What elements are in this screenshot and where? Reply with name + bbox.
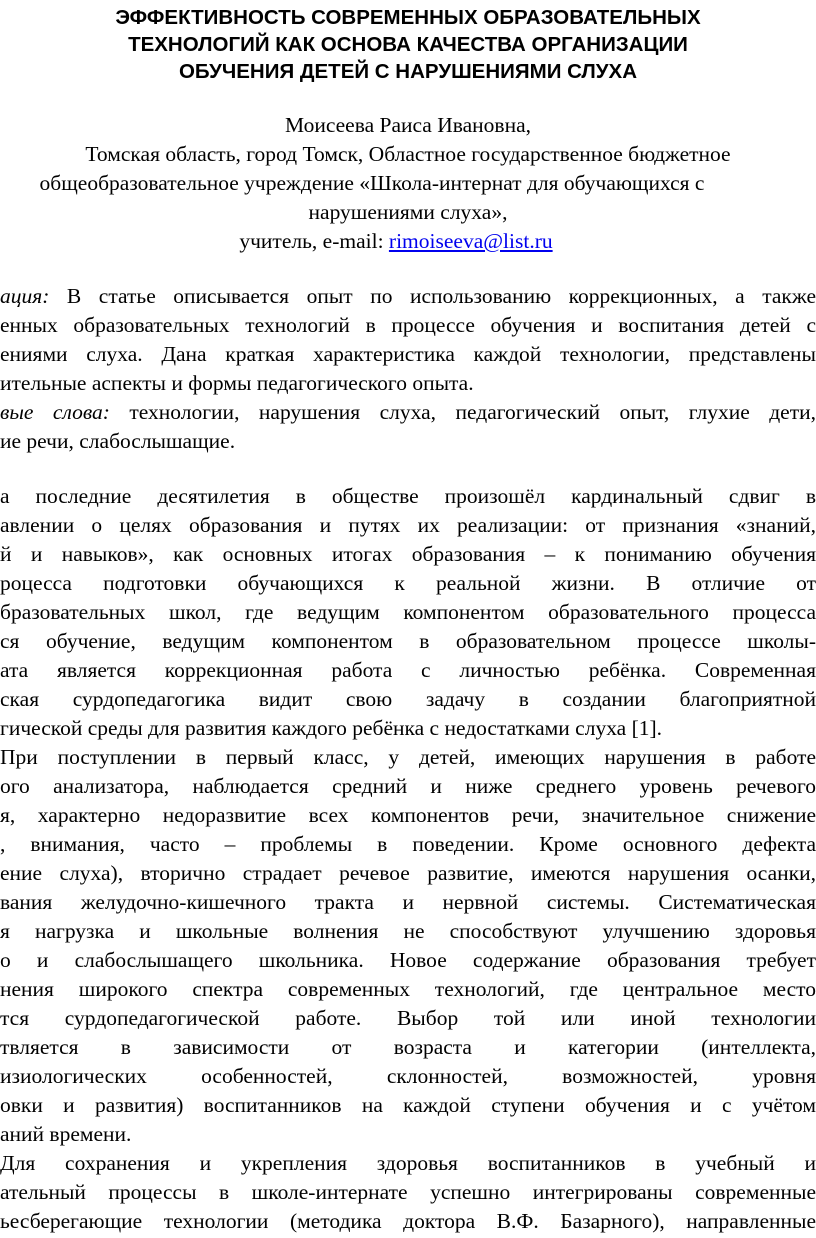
title-line: ТЕХНОЛОГИЙ КАК ОСНОВА КАЧЕСТВА ОРГАНИЗАЦИИ xyxy=(128,33,688,56)
title-line: ОБУЧЕНИЯ ДЕТЕЙ С НАРУШЕНИЯМИ СЛУХА xyxy=(178,60,638,83)
body-line: Для сохранения и укрепления здоровья воспитанников в учебный и xyxy=(0,1151,816,1175)
keywords-line: вые слова: технологии, нарушения слуха, педагогический опыт, глухие дети, xyxy=(0,400,816,424)
abstract-line: ация: В статье описывается опыт по использованию коррекционных, а также xyxy=(0,284,816,308)
body-line: бразовательных школ, где ведущим компонентом образовательного процесса xyxy=(0,600,816,624)
affiliation-line: общеобразовательное учреждение «Школа-интернат для обучающихся с xyxy=(39,171,705,195)
body-line: роцесса подготовки обучающихся к реальной жизни. В отличие от xyxy=(0,571,816,595)
body-line: ся обучение, ведущим компонентом в образовательном процессе школы- xyxy=(0,629,816,653)
article-title xyxy=(0,4,816,85)
body-line: При поступлении в первый класс, у детей, имеющих нарушения в работе xyxy=(0,745,816,769)
body-line: аний времени. xyxy=(0,1122,132,1146)
body-line: ение слуха), вторично страдает речевое развитие, имеются нарушения осанки, xyxy=(0,861,816,885)
body-line: ого анализатора, наблюдается средний и ниже среднего уровень речевого xyxy=(0,774,816,798)
affiliation-line: Томская область, город Томск, Областное государственное бюджетное xyxy=(85,142,731,166)
keywords-label: вые слова: xyxy=(0,400,110,424)
author-contact xyxy=(0,229,804,254)
body-line: гической среды для развития каждого ребёнка с недостатками слуха [1]. xyxy=(0,716,663,740)
body-line: я, характерно недоразвитие всех компонентов речи, значительное снижение xyxy=(0,803,816,827)
keywords-line: ие речи, слабослышащие. xyxy=(0,429,236,453)
author-name: Моисеева Раиса Ивановна, xyxy=(284,113,531,137)
body-line: о и слабослышащего школьника. Новое содержание образования требует xyxy=(0,948,816,972)
abstract-line: ительные аспекты и формы педагогического опыта. xyxy=(0,371,474,395)
body-line: , внимания, часто – проблемы в поведении. Кроме основного дефекта xyxy=(0,832,816,856)
body-line: авлении о целях образования и путях их реализации: от признания «знаний, xyxy=(0,513,816,537)
affiliation-line: нарушениями слуха», xyxy=(308,200,508,224)
abstract-line: енных образовательных технологий в процессе обучения и воспитания детей с xyxy=(0,313,816,337)
email-link[interactable]: rimoiseeva@list.ru xyxy=(388,229,553,253)
body-line: ская сурдопедагогика видит свою задачу в создании благоприятной xyxy=(0,687,816,711)
body-line: я нагрузка и школьные волнения не способствуют улучшению здоровья xyxy=(0,919,816,943)
email-label: учитель, e-mail: xyxy=(239,229,389,253)
body-line: нения широкого спектра современных технологий, где центральное место xyxy=(0,977,816,1001)
abstract-line: ениями слуха. Дана краткая характеристика каждой технологии, представлены xyxy=(0,342,816,366)
title-line: ЭФФЕКТИВНОСТЬ СОВРЕМЕННЫХ ОБРАЗОВАТЕЛЬНЫХ xyxy=(115,6,701,29)
body-line: твляется в зависимости от возраста и категории (интеллекта, xyxy=(0,1035,816,1059)
body-line: изиологических особенностей, склонностей, возможностей, уровня xyxy=(0,1064,816,1088)
body-line: ата является коррекционная работа с личностью ребёнка. Современная xyxy=(0,658,816,682)
body-line: ательный процессы в школе-интернате успешно интегрированы современные xyxy=(0,1180,816,1204)
body-line: а последние десятилетия в обществе произошёл кардинальный сдвиг в xyxy=(0,484,816,508)
body-line: тся сурдопедагогической работе. Выбор той или иной технологии xyxy=(0,1006,816,1030)
body-line: ьесберегающие технологии (методика доктора В.Ф. Базарного), направленные xyxy=(0,1209,816,1233)
body-line: й и навыков», как основных итогах образования – к пониманию обучения xyxy=(0,542,816,566)
body-line: овки и развития) воспитанников на каждой ступени обучения и с учётом xyxy=(0,1093,816,1117)
abstract-label: ация: xyxy=(0,284,50,308)
body-line: вания желудочно-кишечного тракта и нервной системы. Систематическая xyxy=(0,890,816,914)
